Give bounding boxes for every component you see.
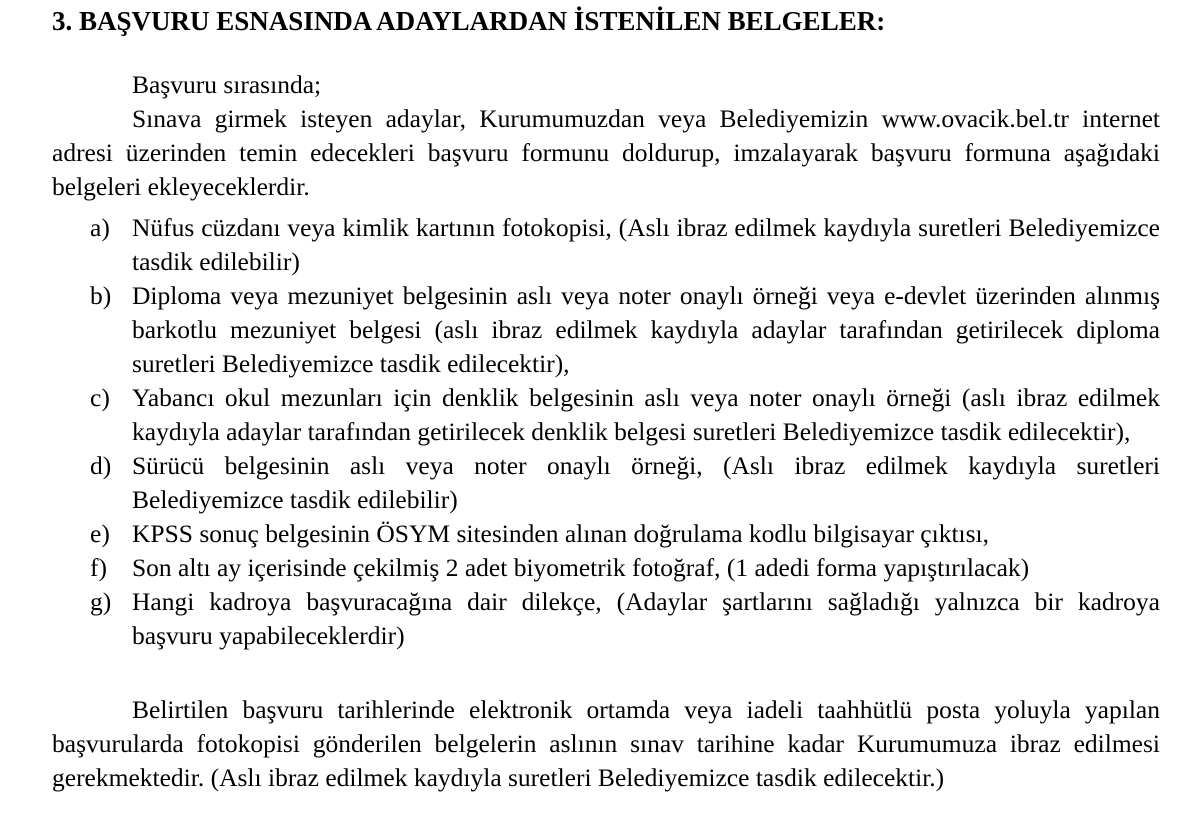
list-item-text: Hangi kadroya başvuracağına dair dilekçe, (Adaylar şartlarını sağladığı yalnızca bir kadroya başvuru yapabileceklerdir)	[132, 587, 1160, 650]
list-marker: g)	[90, 587, 112, 616]
list-item-text: KPSS sonuç belgesinin ÖSYM sitesinden alınan doğrulama kodlu bilgisayar çıktısı,	[132, 519, 990, 548]
list-marker: a)	[90, 213, 110, 242]
list-item-text: Sürücü belgesinin aslı veya noter onaylı örneği, (Aslı ibraz edilmek kaydıyla suretleri Belediyemizce tasdik edilebilir)	[132, 451, 1160, 514]
list-item	[52, 279, 1160, 381]
required-documents-list	[52, 211, 1160, 653]
list-marker: c)	[90, 383, 110, 412]
list-marker: e)	[90, 519, 110, 548]
list-item	[52, 381, 1160, 449]
intro-paragraph: Başvuru sırasında;	[132, 70, 322, 99]
list-marker: b)	[90, 281, 112, 310]
closing-paragraph: Belirtilen başvuru tarihlerinde elektronik ortamda veya iadeli taahhütlü posta yoluyla yapılan başvurularda fotokopisi gönderilen belgelerin aslının sınav tarihine kadar Kurumumuza ibraz edilmesi gerekmektedir. (Aslı ibraz edilmek kaydıyla suretleri Belediyemizce tasdik edilecektir.)	[52, 695, 1160, 792]
list-item-text: Yabancı okul mezunları için denklik belgesinin aslı veya noter onaylı örneği (aslı ibraz edilmek kaydıyla adaylar tarafından getirilecek denklik belgesi suretleri Belediyemizce tasdik edilecektir),	[132, 383, 1160, 446]
list-item-text: Diploma veya mezuniyet belgesinin aslı veya noter onaylı örneği veya e-devlet üzerinden alınmış barkotlu mezuniyet belgesi (aslı ibraz edilmek kaydıyla adaylar tarafından getirilecek diploma suretleri Belediyemizce tasdik edilecektir),	[132, 281, 1160, 378]
main-paragraph: Sınava girmek isteyen adaylar, Kurumumuzdan veya Belediyemizin www.ovacik.bel.tr internet adresi üzerinden temin edecekleri başvuru formunu doldurup, imzalayarak başvuru formuna aşağıdaki belgeleri ekleyeceklerdir.	[52, 104, 1160, 201]
list-marker: d)	[90, 451, 112, 480]
list-marker: f)	[90, 553, 107, 582]
list-item-text: Son altı ay içerisinde çekilmiş 2 adet biyometrik fotoğraf, (1 adedi forma yapıştırılacak)	[132, 553, 1030, 582]
list-item	[52, 211, 1160, 279]
list-item-text: Nüfus cüzdanı veya kimlik kartının fotokopisi, (Aslı ibraz edilmek kaydıyla suretleri Belediyemizce tasdik edilebilir)	[132, 213, 1160, 276]
list-item	[52, 449, 1160, 517]
list-item	[52, 585, 1160, 653]
section-heading: 3. BAŞVURU ESNASINDA ADAYLARDAN İSTENİLEN BELGELER:	[52, 6, 886, 36]
list-item	[52, 551, 1160, 585]
list-item	[52, 517, 1160, 551]
